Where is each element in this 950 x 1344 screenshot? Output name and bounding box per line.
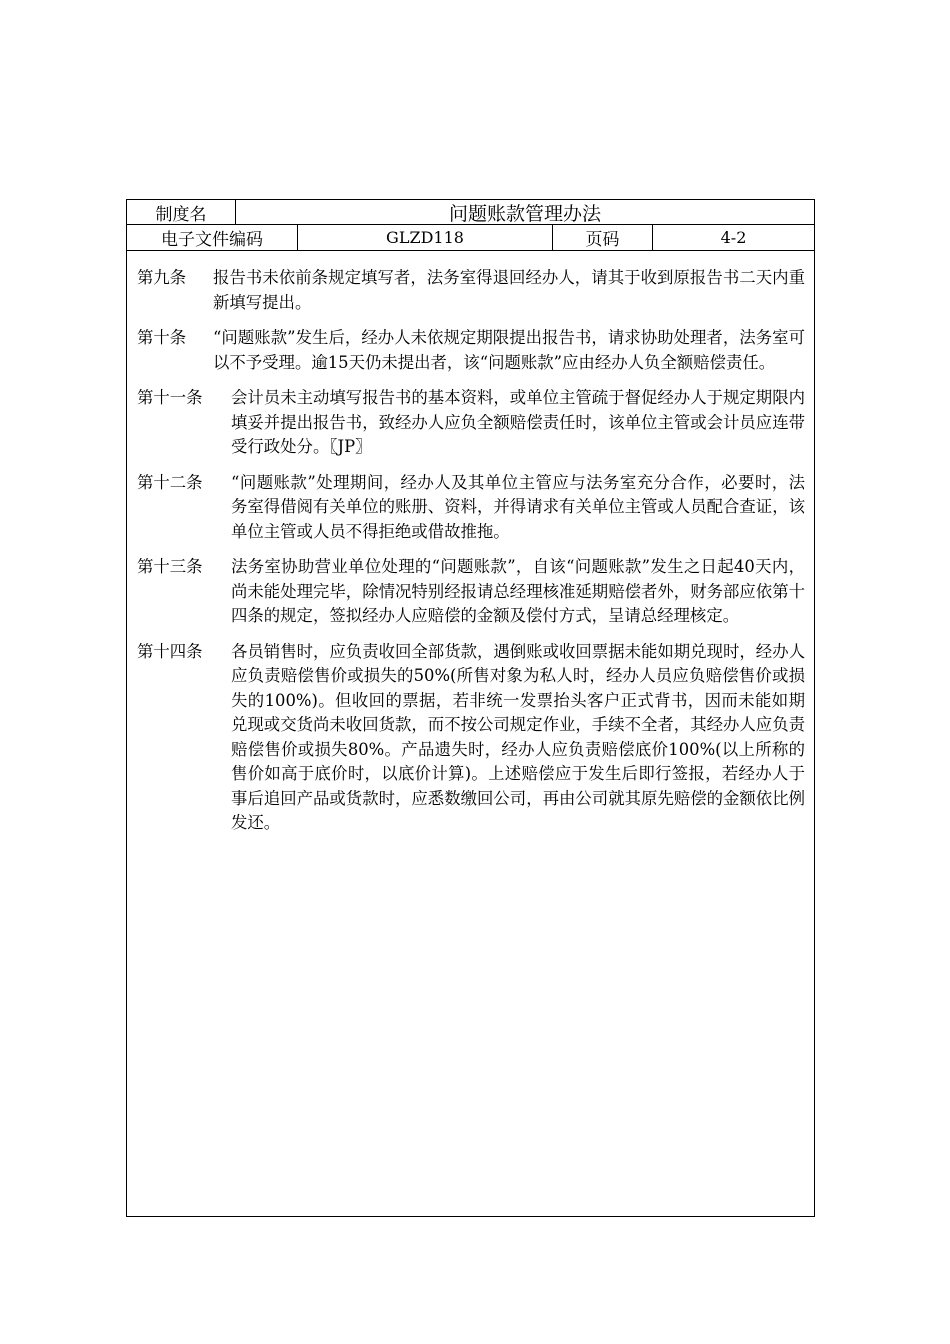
article-number: 第十一条 bbox=[137, 388, 203, 407]
article-number: 第十三条 bbox=[137, 557, 203, 576]
header-row-meta bbox=[127, 225, 814, 251]
file-code-label: 电子文件编码 bbox=[161, 230, 263, 250]
article-text: “问题账款”处理期间，经办人及其单位主管应与法务室充分合作，必要时，法务室得借阅有关单位的账册、资料，并得请求有关单位主管或人员配合查证，该单位主管或人员不得拒绝或借故推拖。 bbox=[231, 472, 805, 541]
article-number: 第九条 bbox=[137, 268, 187, 287]
system-name-label: 制度名 bbox=[155, 204, 207, 225]
article-item bbox=[137, 326, 805, 375]
article-item bbox=[137, 555, 805, 629]
article-text: “问题账款”发生后，经办人未依规定期限提出报告书，请求协助处理者，法务室可以不予受理。逾15天仍未提出者，该“问题账款”应由经办人负全额赔偿责任。 bbox=[213, 328, 805, 372]
article-item bbox=[137, 471, 805, 545]
article-number: 第十条 bbox=[137, 328, 187, 347]
article-text: 报告书未依前条规定填写者，法务室得退回经办人，请其于收到原报告书二天内重新填写提出。 bbox=[213, 268, 805, 312]
article-item bbox=[137, 640, 805, 836]
page-label: 页码 bbox=[552, 225, 652, 250]
article-item bbox=[137, 386, 805, 460]
page-number: 4-2 bbox=[652, 225, 814, 250]
header-row-title bbox=[127, 200, 814, 225]
article-text: 法务室协助营业单位处理的“问题账款”，自该“问题账款”发生之日起40天内，尚未能处理完毕，除情况特别经报请总经理核准延期赔偿者外，财务部应依第十四条的规定，签拟经办人应赔偿的金额及偿付方式，呈请总经理核定。 bbox=[231, 557, 805, 625]
system-name-value: 问题账款管理办法 bbox=[235, 200, 814, 224]
article-list bbox=[137, 266, 805, 847]
document-frame bbox=[126, 199, 815, 1217]
article-item bbox=[137, 266, 805, 315]
file-code-value: GLZD118 bbox=[297, 225, 552, 250]
article-number: 第十四条 bbox=[137, 641, 203, 661]
article-text: 各员销售时，应负责收回全部货款，遇倒账或收回票据未能如期兑现时，经办人应负责赔偿售价或损失的50%(所售对象为私人时，经办人员应负赔偿售价或损失的100%)。但收回的票据，若非统一发票抬头客户正式背书，因而未能如期兑现或交货尚未收回货款，而不按公司规定作业，手续不全者，其经办人应负责赔偿售价或损失80%。产品遗失时，经办人应负责赔偿底价100%(以上所称的售价如高于底价时，以底价计算)。上述赔偿应于发生后即行签报，若经办人于事后追回产品或货款时，应悉数缴回公司，再由公司就其原先赔偿的金额依比例发还。 bbox=[231, 641, 805, 832]
article-number: 第十二条 bbox=[137, 472, 203, 492]
article-text: 会计员未主动填写报告书的基本资料，或单位主管疏于督促经办人于规定期限内填妥并提出报告书，致经办人应负全额赔偿责任时，该单位主管或会计员应连带受行政处分。〖JP〗 bbox=[231, 388, 805, 456]
